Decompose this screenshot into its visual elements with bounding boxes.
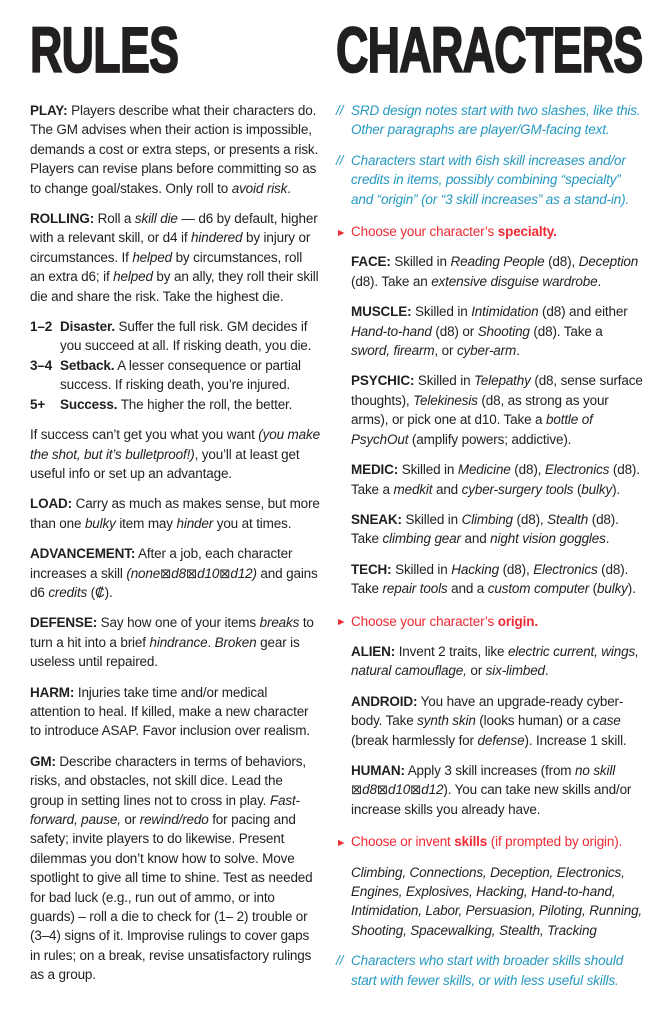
paragraph-harm-text: HARM: Injuries take time and/or medical attention to heal. If killed, make a new character to introduce ASAP. Favor inclusion over realism. — [30, 684, 310, 739]
roll-result-row — [30, 395, 320, 414]
paragraph-rolling — [30, 209, 320, 306]
note-start — [336, 151, 644, 209]
paragraph-gm — [30, 752, 320, 985]
note-broader-text: Characters who start with broader skills should start with fewer skills, or with less useful skills. — [351, 953, 624, 988]
choose-origin-text: Choose your character’s origin. — [351, 613, 538, 629]
choose-arrow-icon: ► — [336, 226, 347, 239]
roll-result-row — [30, 356, 320, 395]
entry-tech-text: TECH: Skilled in Hacking (d8), Electronics (d8). Take repair tools and a custom computer (bulky). — [351, 561, 636, 597]
choose-origin — [336, 612, 644, 631]
entry-android-text: ANDROID: You have an upgrade-ready cyber-body. Take synth skin (looks human) or a case (break harmlessly for defense). Increase 1 skill. — [351, 693, 627, 748]
paragraph-play — [30, 101, 320, 198]
entry-medic-text: MEDIC: Skilled in Medicine (d8), Electronics (d8). Take a medkit and cyber-surgery tools (bulky). — [351, 462, 640, 497]
roll-result-row — [30, 317, 320, 356]
entry-sneak-text: SNEAK: Skilled in Climbing (d8), Stealth (d8). Take climbing gear and night vision goggles. — [351, 511, 619, 547]
note-slashes-marker: // — [336, 103, 344, 118]
entry-face-text: FACE: Skilled in Reading People (d8), Deception (d8). Take an extensive disguise wardrobe. — [351, 254, 639, 289]
entry-sneak — [336, 510, 644, 549]
choose-arrow-icon: ► — [336, 616, 347, 629]
entry-medic — [336, 460, 644, 499]
entry-tech — [336, 560, 644, 599]
note-srd-text: SRD design notes start with two slashes, like this. Other paragraphs are player/GM-facing text. — [351, 103, 641, 138]
entry-android — [336, 692, 644, 750]
entry-alien — [336, 642, 644, 681]
paragraph-defense-text: DEFENSE: Say how one of your items breaks to turn a hit into a brief hindrance. Broken gear is useless until repaired. — [30, 615, 314, 670]
characters-title: CHARACTERS — [336, 14, 643, 86]
characters-column-body — [336, 101, 644, 990]
note-slashes-marker: // — [336, 953, 344, 969]
paragraph-success-limits — [30, 425, 320, 483]
paragraph-harm — [30, 683, 320, 741]
skills-list — [336, 863, 644, 941]
paragraph-gm-text: GM: Describe characters in terms of behaviors, risks, and obstacles, not skill dice. Lead the group in setting lines not to cross in play. Fast-forward, pause, or rewind/redo for pacing and safety; invite players to do likewise. Present dilemmas you don’t know how to solve. Move spotlight to give all time to shine. Test as needed for bad luck (e.g., run out of ammo, or into guards) – roll a die to check for (1– 2) trouble or (3–4) signs of it. Improvise rulings to cover gaps in rules; on a break, revise unsatisfactory rulings as a group. — [30, 753, 313, 983]
entry-human-text: HUMAN: Apply 3 skill increases (from no skill ⊠d8⊠d10⊠d12). You can take new skills and/or increase skills you already have. — [351, 762, 632, 817]
paragraph-rolling-text: ROLLING: Roll a skill die — d6 by default, higher with a relevant skill, or d4 if hindered by injury or circumstances. If helped by circumstances, roll an extra d6; if helped by an ally, they roll their skill die and share the risk. Take the highest die. — [30, 211, 319, 304]
roll-result-text: Disaster. Suffer the full risk. GM decides if you succeed at all. If risking death, you die. — [60, 319, 312, 354]
choose-specialty-text: Choose your character’s specialty. — [351, 224, 557, 240]
roll-result-text: Success. The higher the roll, the better. — [60, 396, 293, 412]
paragraph-play-text: PLAY: Players describe what their characters do. The GM advises when their action is impossible, demands a cost or extra steps, or presents a risk. Players can revise plans before committing so as to change goal/stakes. Only roll to avoid risk. — [30, 103, 319, 196]
characters-column — [336, 14, 644, 990]
entry-psychic-text: PSYCHIC: Skilled in Telepathy (d8, sense surface thoughts), Telekinesis (d8, as strong as your arms), or pick one at d10. Take a bottle of PsychOut (amplify powers; addictive). — [351, 373, 643, 447]
entry-muscle — [336, 302, 644, 360]
roll-range: 3–4 — [30, 357, 53, 373]
paragraph-advancement — [30, 544, 320, 602]
choose-skills-text: Choose or invent skills (if prompted by origin). — [351, 834, 623, 850]
paragraph-load-text: LOAD: Carry as much as makes sense, but more than one bulky item may hinder you at times. — [30, 496, 320, 531]
roll-result-text: Setback. A lesser consequence or partial success. If risking death, you’re injured. — [60, 357, 301, 393]
rules-column — [30, 14, 320, 985]
note-start-text: Characters start with 6ish skill increases and/or credits in items, possibly combining “specialty” and “origin” (or “3 skill increases” as a stand-in). — [351, 152, 630, 207]
paragraph-defense — [30, 613, 320, 671]
skills-list-text: Climbing, Connections, Deception, Electronics, Engines, Explosives, Hacking, Hand-to-hand, Intimidation, Labor, Persuasion, Piloting, Running, Shooting, Spacewalking, Stealth, Tracking — [351, 864, 643, 938]
roll-results-list — [30, 317, 320, 414]
note-broader — [336, 951, 644, 990]
choose-specialty — [336, 222, 644, 241]
roll-range: 5+ — [30, 396, 46, 412]
rules-column-body — [30, 101, 320, 985]
rules-title: RULES — [30, 14, 179, 86]
entry-psychic — [336, 371, 644, 449]
note-srd — [336, 101, 644, 140]
entry-human — [336, 761, 644, 819]
choose-skills — [336, 832, 644, 851]
entry-alien-text: ALIEN: Invent 2 traits, like electric current, wings, natural camouflage, or six-limbed. — [351, 643, 639, 679]
entry-muscle-text: MUSCLE: Skilled in Intimidation (d8) and either Hand-to-hand (d8) or Shooting (d8). Take a sword, firearm, or cyber-arm. — [351, 304, 628, 359]
entry-face — [336, 252, 644, 291]
paragraph-load — [30, 494, 320, 533]
roll-range: 1–2 — [30, 319, 53, 335]
paragraph-success-limits-text: If success can’t get you what you want (you make the shot, but it’s bulletproof!), you’ll at least get useful info or set up an advantage. — [30, 427, 320, 481]
note-slashes-marker: // — [336, 152, 344, 168]
choose-arrow-icon: ► — [336, 836, 347, 849]
paragraph-advancement-text: ADVANCEMENT: After a job, each character increases a skill (none⊠d8⊠d10⊠d12) and gains d6 credits (₡). — [30, 546, 318, 600]
